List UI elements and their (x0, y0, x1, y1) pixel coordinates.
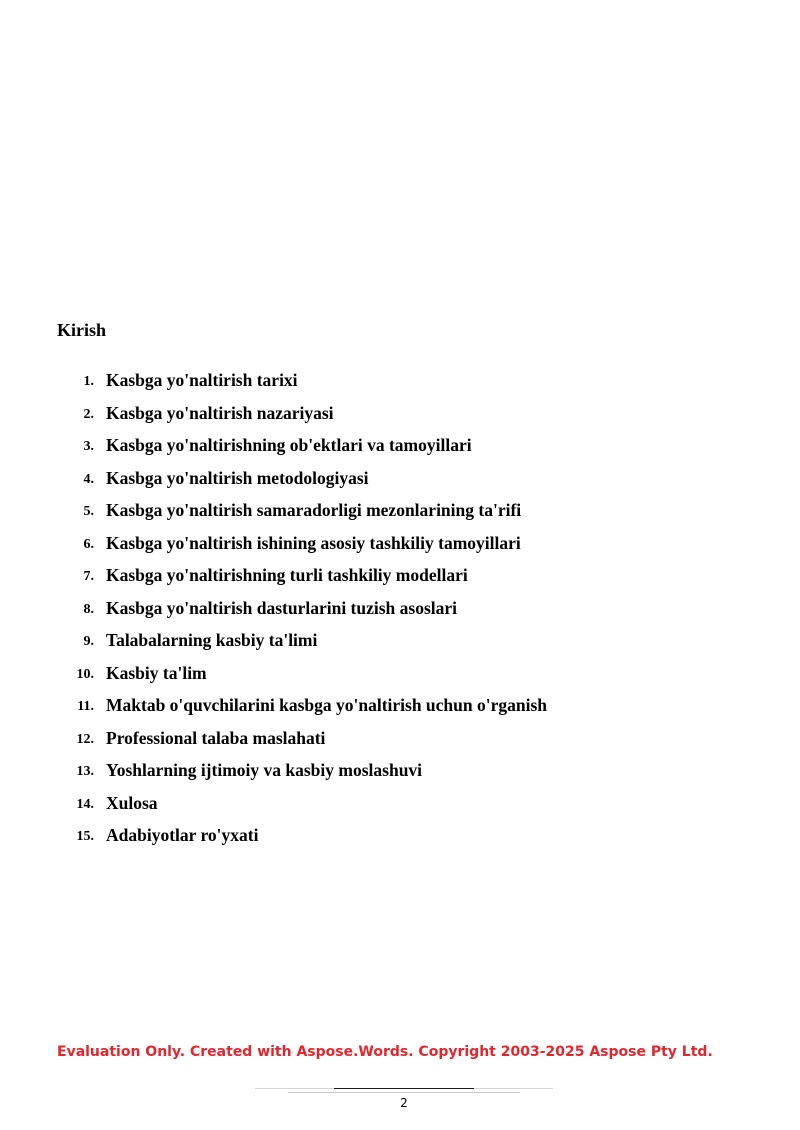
toc-item-text: Adabiyotlar ro'yxati (106, 825, 259, 845)
toc-item-number: 3. (83, 439, 94, 454)
toc-item-number: 1. (83, 374, 94, 389)
toc-item-text: Xulosa (106, 792, 158, 813)
toc-item-number: 5. (83, 504, 94, 519)
toc-item-number: 11. (77, 699, 94, 714)
toc-item-text: Talabalarning kasbiy ta'limi (106, 630, 318, 650)
toc-item-text: Kasbga yo'naltirish tarixi (106, 370, 298, 390)
toc-item-number: 13. (76, 764, 94, 779)
toc-item-text: Professional talaba maslahati (106, 727, 326, 748)
toc-item-text: Yoshlarning ijtimoiy va kasbiy moslashuvi (106, 760, 423, 780)
footer-divider-lower (288, 1092, 520, 1093)
toc-item-text: Kasbiy ta'lim (106, 662, 207, 683)
toc-item-number: 2. (83, 406, 94, 422)
toc-item-number: 7. (83, 569, 94, 584)
toc-item-number: 4. (83, 471, 94, 487)
page-number: 2 (400, 1096, 408, 1110)
toc-item-text: Kasbga yo'naltirishning ob'ektlari va tamoyillari (106, 435, 472, 455)
toc-item-number: 15. (76, 829, 94, 844)
toc-item-number: 10. (76, 666, 94, 682)
toc-item-number: 14. (76, 796, 94, 812)
toc-item-text: Kasbga yo'naltirish samaradorligi mezonlarining ta'rifi (106, 500, 522, 520)
footer-divider-accent (334, 1088, 474, 1089)
toc-item-text: Kasbga yo'naltirish dasturlarini tuzish asoslari (106, 597, 458, 618)
section-heading: Kirish (57, 320, 107, 340)
toc-item-text: Kasbga yo'naltirish ishining asosiy tashkiliy tamoyillari (106, 532, 521, 553)
toc-item-number: 9. (83, 634, 94, 649)
toc-item-number: 6. (83, 536, 94, 552)
toc-item-text: Kasbga yo'naltirish nazariyasi (106, 402, 334, 423)
toc-item-text: Maktab o'quvchilarini kasbga yo'naltirish uchun o'rganish (106, 695, 548, 715)
toc-item-number: 8. (83, 601, 94, 617)
toc-item-text: Kasbga yo'naltirishning turli tashkiliy modellari (106, 565, 468, 585)
evaluation-watermark: Evaluation Only. Created with Aspose.Words. Copyright 2003-2025 Aspose Pty Ltd. (57, 1044, 713, 1060)
toc-item-number: 12. (76, 731, 94, 747)
toc-item-text: Kasbga yo'naltirish metodologiyasi (106, 467, 369, 488)
